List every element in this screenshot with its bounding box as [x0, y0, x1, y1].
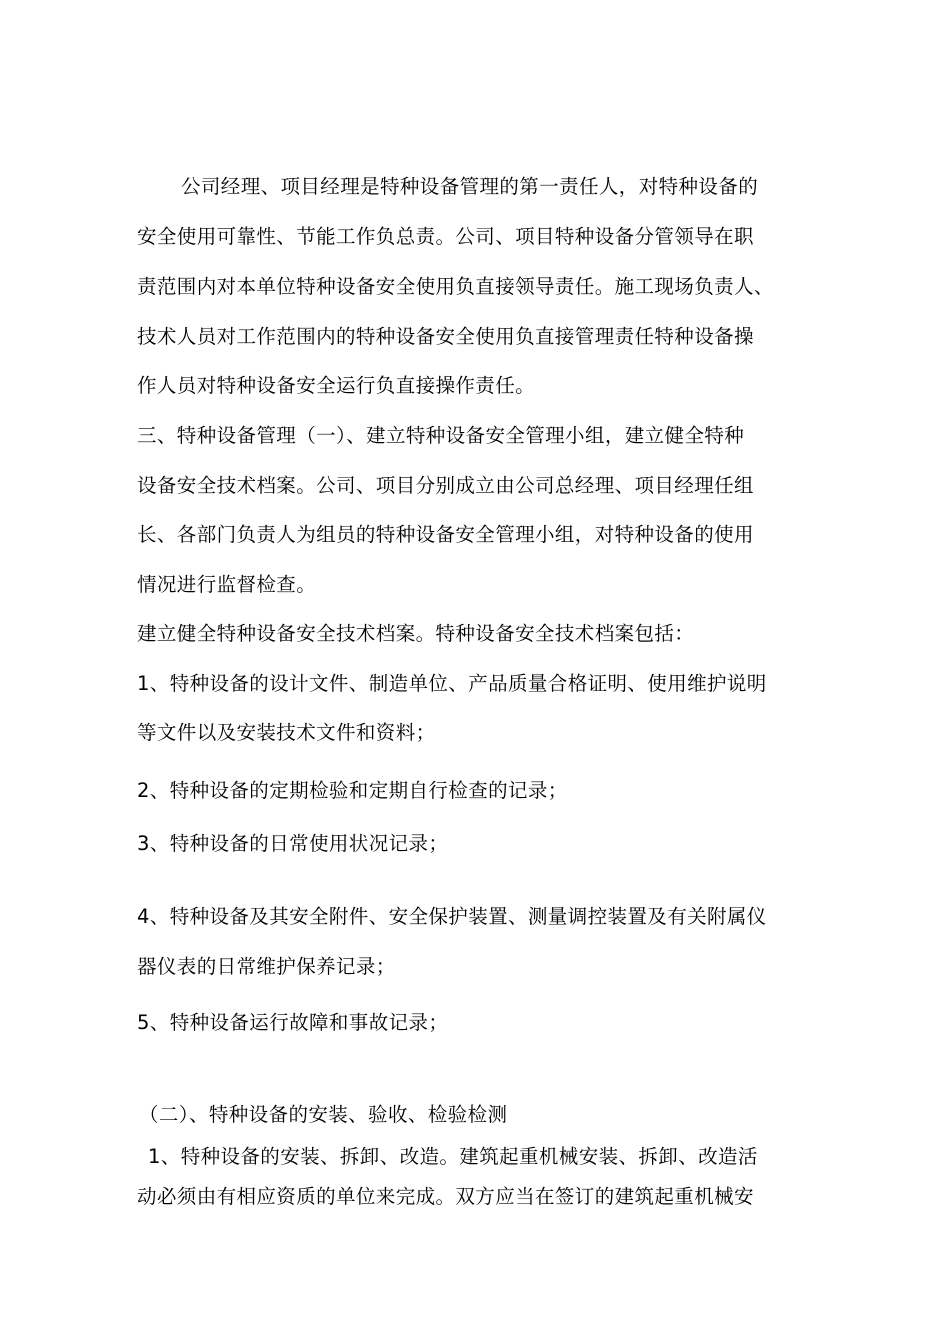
paragraph-line: 长、各部门负责人为组员的特种设备安全管理小组，对特种设备的使用: [137, 523, 754, 546]
paragraph-line: 1、特种设备的安装、拆卸、改造。建筑起重机械安装、拆卸、改造活: [148, 1145, 758, 1168]
list-item-line: 2、特种设备的定期检验和定期自行检查的记录；: [137, 779, 568, 802]
paragraph-line: 责范围内对本单位特种设备安全使用负直接领导责任。施工现场负责人、: [137, 275, 774, 298]
section-heading-line: （二）、特种设备的安装、验收、检验检测: [139, 1103, 508, 1126]
list-item-line: 等文件以及安装技术文件和资料；: [137, 721, 436, 744]
list-item-line: 5、特种设备运行故障和事故记录；: [137, 1011, 449, 1034]
paragraph-line: 技术人员对工作范围内的特种设备安全使用负直接管理责任特种设备操: [137, 325, 754, 348]
paragraph-line: 建立健全特种设备安全技术档案。特种设备安全技术档案包括：: [137, 622, 695, 645]
list-item-line: 4、特种设备及其安全附件、安全保护装置、测量调控装置及有关附属仪: [137, 905, 767, 928]
list-item-line: 器仪表的日常维护保养记录；: [137, 955, 396, 978]
paragraph-line: 情况进行监督检查。: [137, 573, 317, 596]
list-item-line: 1、特种设备的设计文件、制造单位、产品质量合格证明、使用维护说明: [137, 672, 767, 695]
section-heading-line: 三、特种设备管理（一）、建立特种设备安全管理小组，建立健全特种: [137, 424, 745, 447]
paragraph-line: 安全使用可靠性、节能工作负总责。公司、项目特种设备分管领导在职: [137, 225, 754, 248]
paragraph-line: 动必须由有相应资质的单位来完成。双方应当在签订的建筑起重机械安: [137, 1185, 754, 1208]
list-item-line: 3、特种设备的日常使用状况记录；: [137, 832, 449, 855]
paragraph-line: 公司经理、项目经理是特种设备管理的第一责任人，对特种设备的: [181, 175, 759, 198]
paragraph-line: 作人员对特种设备安全运行负直接操作责任。: [137, 374, 536, 397]
paragraph-line: 设备安全技术档案。公司、项目分别成立由公司总经理、项目经理任组: [137, 474, 754, 497]
